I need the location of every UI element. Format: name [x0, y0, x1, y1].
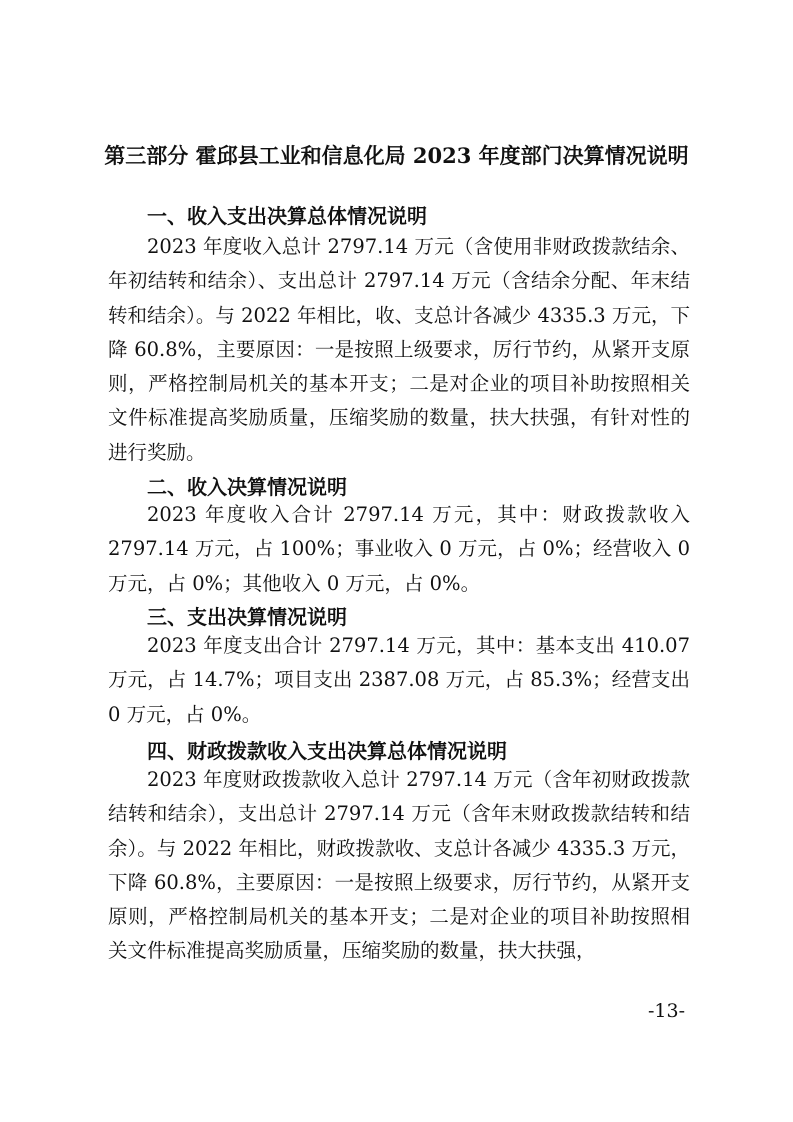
section-heading-4: 四、财政拨款收入支出决算总体情况说明 — [147, 739, 507, 763]
section-body-2: 2023 年度收入合计 2797.14 万元，其中：财政拨款收入 2797.14 万元，占 100%；事业收入 0 万元，占 0%；经营收入 0 万元，占 0%；其他收入 0 万元，占 0%。 — [108, 503, 690, 595]
page-title: 第三部分 霍邱县工业和信息化局 2023 年度部门决算情况说明 — [104, 143, 689, 168]
page-number: -13- — [648, 1000, 686, 1022]
section-body-4: 2023 年度财政拨款收入总计 2797.14 万元（含年初财政拨款结转和结余），支出总计 2797.14 万元（含年末财政拨款结转和结余）。与 2022 年相比，财政拨款收、支总计各减少 4335.3 万元，下降 60.8%，主要原因：一是按照上级要求，厉行节约，从紧开支原则，严格控制局机关的基本开支；二是对企业的项目补助按照相关文件标准提高奖励质量，压缩奖励的数量，扶大扶强， — [108, 768, 690, 963]
section-body-1: 2023 年度收入总计 2797.14 万元（含使用非财政拨款结余、年初结转和结余）、支出总计 2797.14 万元（含结余分配、年末结转和结余）。与 2022 年相比，收、支总计各减少 4335.3 万元，下降 60.8%，主要原因：一是按照上级要求，厉行节约，从紧开支原则，严格控制局机关的基本开支；二是对企业的项目补助按照相关文件标准提高奖励质量，压缩奖励的数量，扶大扶强，有针对性的进行奖励。 — [108, 235, 690, 464]
section-heading-1: 一、收入支出决算总体情况说明 — [147, 204, 427, 228]
section-heading-2: 二、收入决算情况说明 — [147, 475, 347, 499]
section-heading-3: 三、支出决算情况说明 — [147, 605, 347, 629]
section-body-3: 2023 年度支出合计 2797.14 万元，其中：基本支出 410.07 万元，占 14.7%；项目支出 2387.08 万元，占 85.3%；经营支出 0 万元，占 0%。 — [108, 634, 690, 726]
